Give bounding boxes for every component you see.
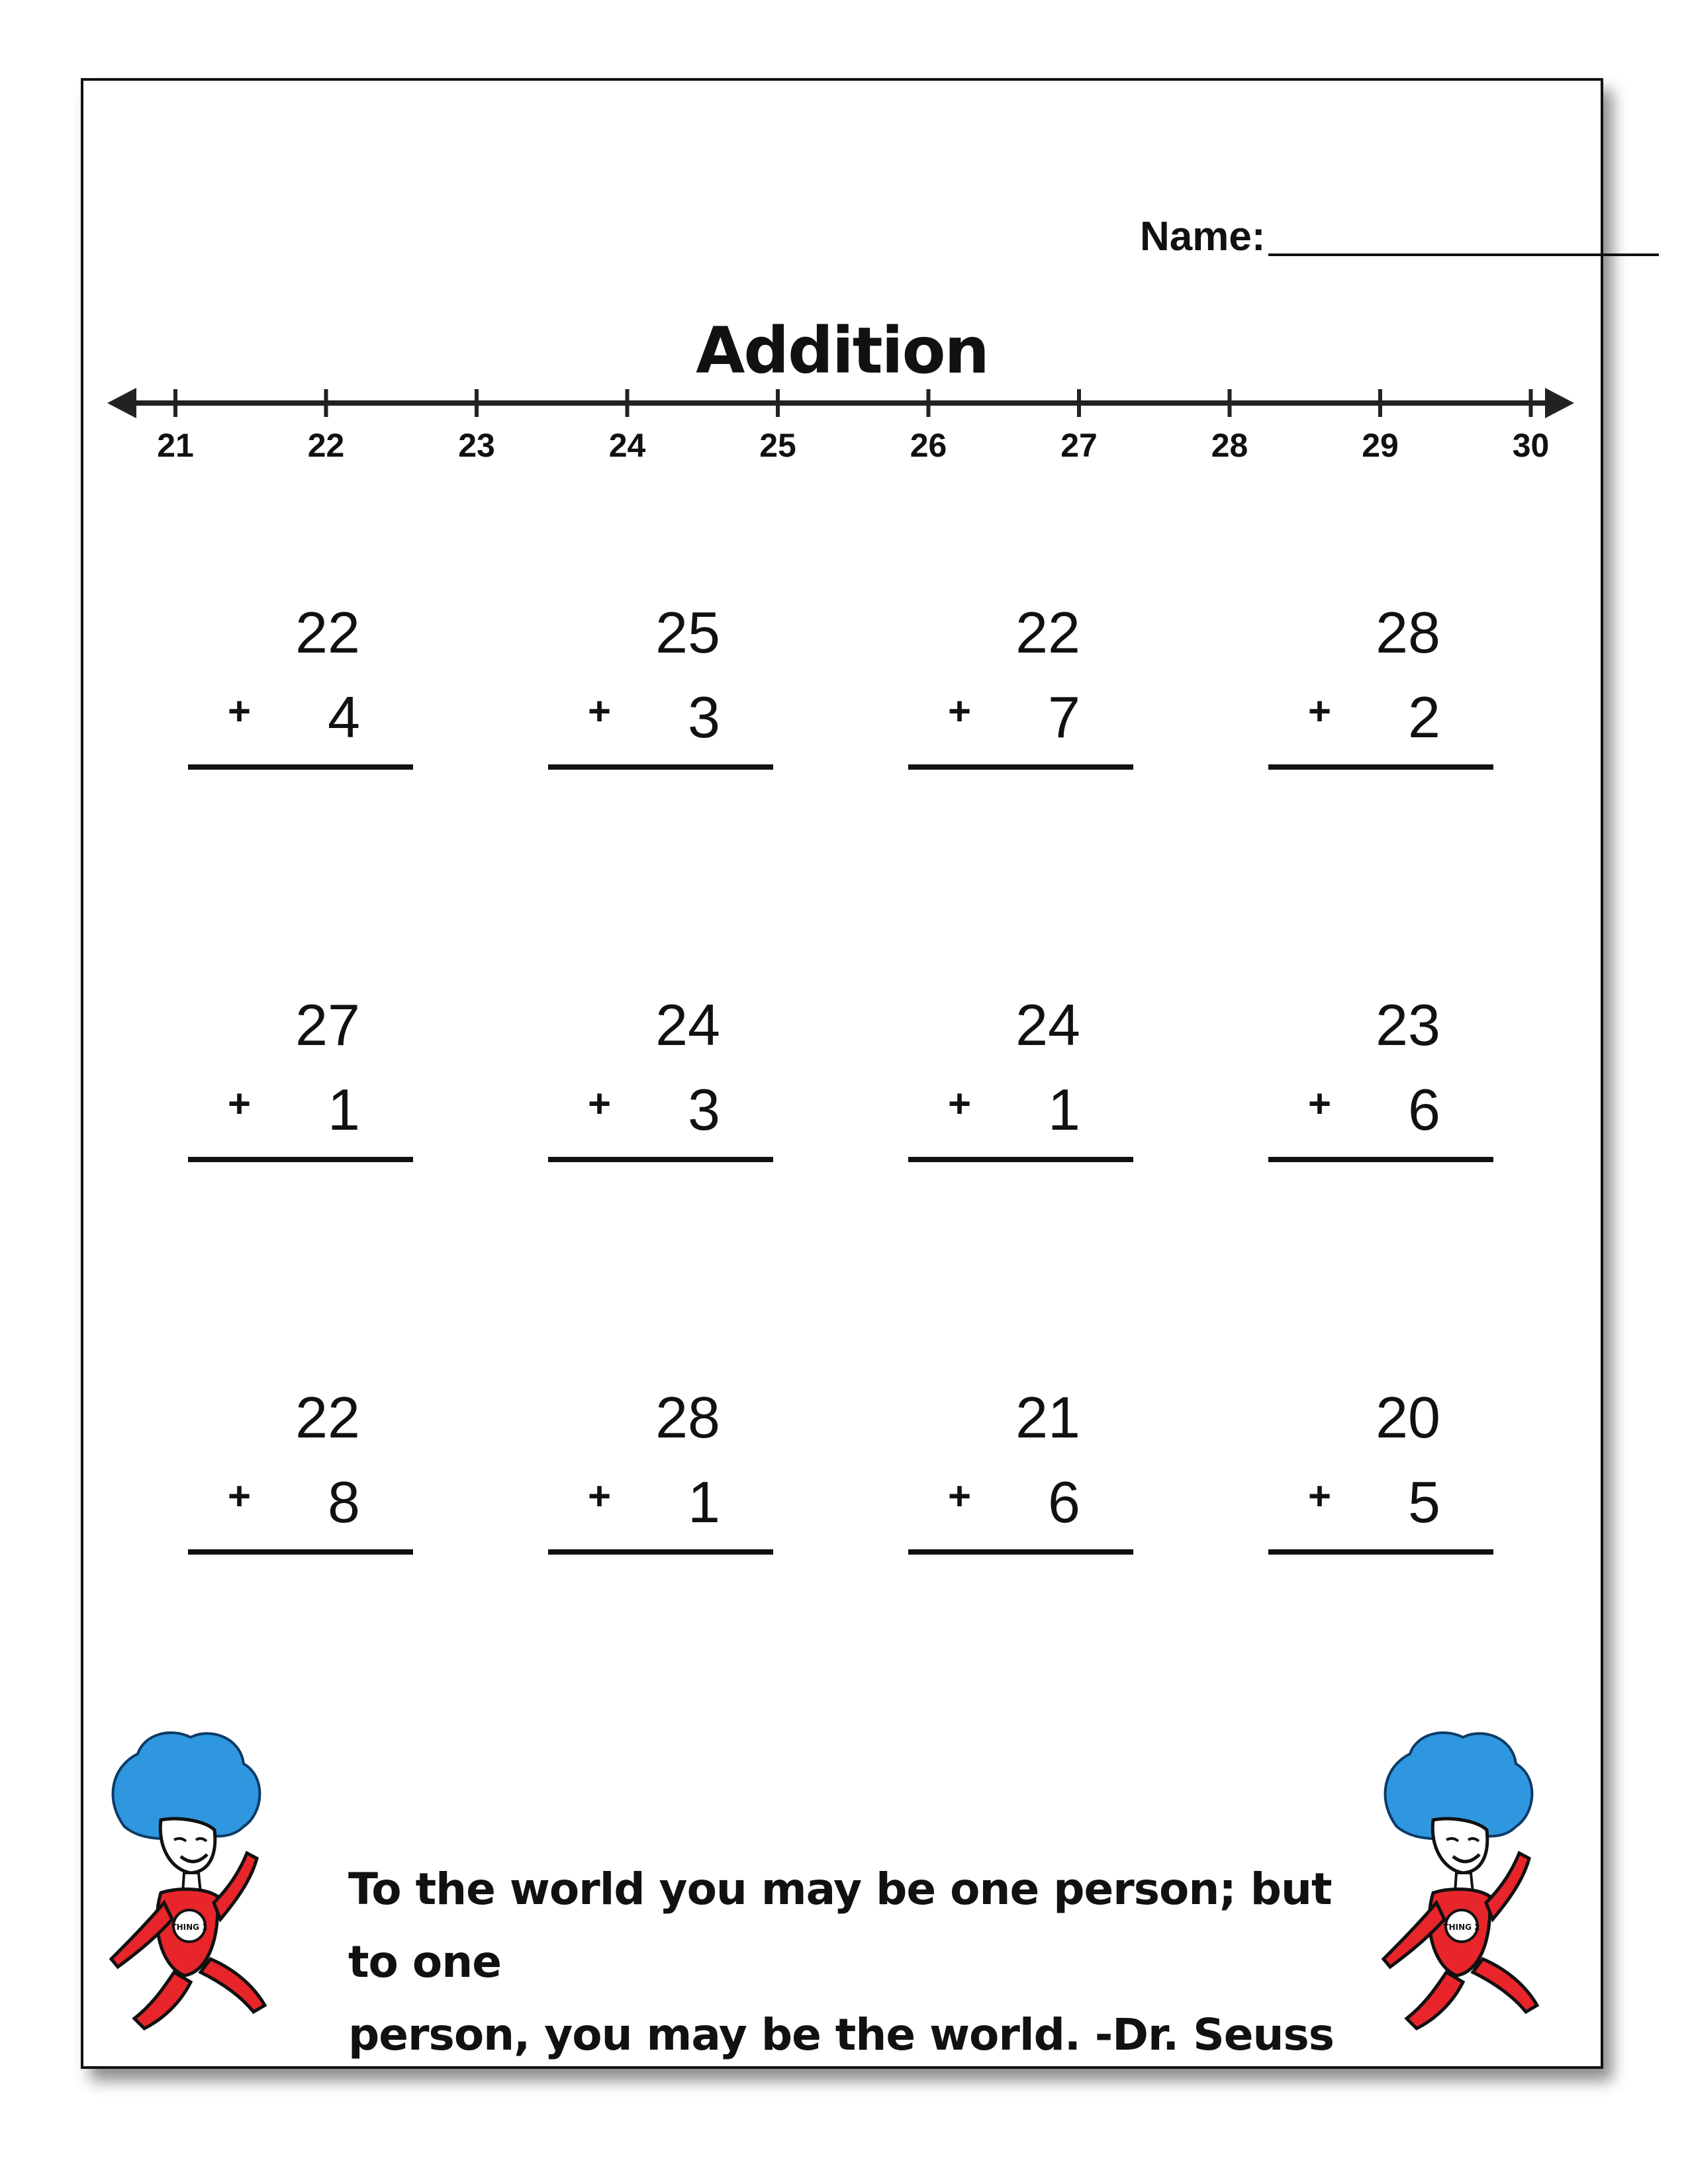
problem-addend-bottom: 6 — [1048, 1469, 1080, 1535]
problem-addend-bottom: 6 — [1408, 1077, 1440, 1142]
answer-line[interactable] — [548, 764, 773, 770]
problem-addend-bottom: 3 — [688, 1077, 720, 1142]
answer-line[interactable] — [908, 764, 1133, 770]
right-arrow-icon — [1545, 388, 1574, 418]
problem-addend-top: 25 — [655, 600, 720, 665]
quote-line-2: person, you may be the world. -Dr. Seuss — [348, 2009, 1335, 2060]
addition-problem — [908, 1384, 1133, 1569]
answer-line[interactable] — [908, 1157, 1133, 1162]
thing-one-badge: THING 1 — [171, 1923, 208, 1932]
plus-sign: + — [588, 1081, 612, 1126]
plus-sign: + — [948, 1474, 972, 1518]
thing-one-illustration — [98, 1727, 297, 2038]
plus-sign: + — [948, 689, 972, 733]
problem-addend-bottom: 1 — [1048, 1077, 1080, 1142]
problem-addend-top: 20 — [1376, 1385, 1440, 1450]
problem-addend-bottom: 2 — [1408, 684, 1440, 750]
addition-problem — [1268, 599, 1493, 784]
thing-two-figure — [1383, 1733, 1537, 2028]
problem-addend-top: 23 — [1376, 992, 1440, 1058]
answer-line[interactable] — [1268, 764, 1493, 770]
problem-addend-bottom: 5 — [1408, 1469, 1440, 1535]
addition-problem — [1268, 1384, 1493, 1569]
number-line-label: 25 — [759, 427, 796, 464]
plus-sign: + — [588, 689, 612, 733]
answer-line[interactable] — [1268, 1157, 1493, 1162]
quote-line-1: To the world you may be one person; but to one — [348, 1864, 1332, 1987]
addition-problem — [548, 991, 773, 1177]
problem-addend-bottom: 8 — [328, 1469, 360, 1535]
number-line-label: 22 — [307, 427, 345, 464]
plus-sign: + — [1308, 1081, 1332, 1126]
answer-line[interactable] — [1268, 1549, 1493, 1555]
problem-addend-bottom: 4 — [328, 684, 360, 750]
number-line-label: 30 — [1512, 427, 1550, 464]
plus-sign: + — [588, 1474, 612, 1518]
problem-addend-top: 24 — [655, 992, 720, 1058]
addition-problem — [548, 599, 773, 784]
number-line-ticks — [157, 389, 1549, 464]
answer-line[interactable] — [548, 1549, 773, 1555]
problem-addend-bottom: 7 — [1048, 684, 1080, 750]
addition-problem — [188, 991, 413, 1177]
dr-seuss-quote — [348, 1853, 1381, 2071]
number-line-label: 21 — [157, 427, 194, 464]
plus-sign: + — [1308, 689, 1332, 733]
problem-addend-bottom: 1 — [688, 1469, 720, 1535]
answer-line[interactable] — [188, 1157, 413, 1162]
number-line — [0, 0, 1688, 529]
number-line-label: 26 — [910, 427, 947, 464]
number-line-label: 27 — [1060, 427, 1098, 464]
number-line-label: 23 — [458, 427, 495, 464]
number-line-label: 29 — [1362, 427, 1399, 464]
problem-addend-top: 27 — [295, 992, 360, 1058]
number-line-label: 28 — [1211, 427, 1248, 464]
problem-addend-top: 21 — [1015, 1385, 1080, 1450]
problem-addend-top: 28 — [655, 1385, 720, 1450]
problem-addend-bottom: 3 — [688, 684, 720, 750]
problem-addend-top: 22 — [295, 1385, 360, 1450]
thing-two-badge: THING 2 — [1443, 1923, 1480, 1932]
name-label: Name: — [1140, 214, 1266, 259]
addition-problem — [548, 1384, 773, 1569]
addition-problem — [1268, 991, 1493, 1177]
addition-problem — [908, 599, 1133, 784]
number-line-label: 24 — [608, 427, 646, 464]
problem-addend-bottom: 1 — [328, 1077, 360, 1142]
plus-sign: + — [948, 1081, 972, 1126]
addition-problem — [188, 1384, 413, 1569]
answer-line[interactable] — [908, 1549, 1133, 1555]
problem-addend-top: 22 — [295, 600, 360, 665]
answer-line[interactable] — [188, 1549, 413, 1555]
thing-one-figure — [111, 1733, 265, 2028]
answer-line[interactable] — [188, 764, 413, 770]
thing-two-illustration — [1370, 1727, 1569, 2038]
addition-problem — [188, 599, 413, 784]
worksheet-title: Addition — [696, 314, 988, 388]
addition-problem — [908, 991, 1133, 1177]
problem-addend-top: 24 — [1015, 992, 1080, 1058]
plus-sign: + — [228, 1081, 252, 1126]
plus-sign: + — [228, 1474, 252, 1518]
plus-sign: + — [1308, 1474, 1332, 1518]
problem-addend-top: 28 — [1376, 600, 1440, 665]
plus-sign: + — [228, 689, 252, 733]
left-arrow-icon — [107, 388, 136, 418]
answer-line[interactable] — [548, 1157, 773, 1162]
problem-addend-top: 22 — [1015, 600, 1080, 665]
